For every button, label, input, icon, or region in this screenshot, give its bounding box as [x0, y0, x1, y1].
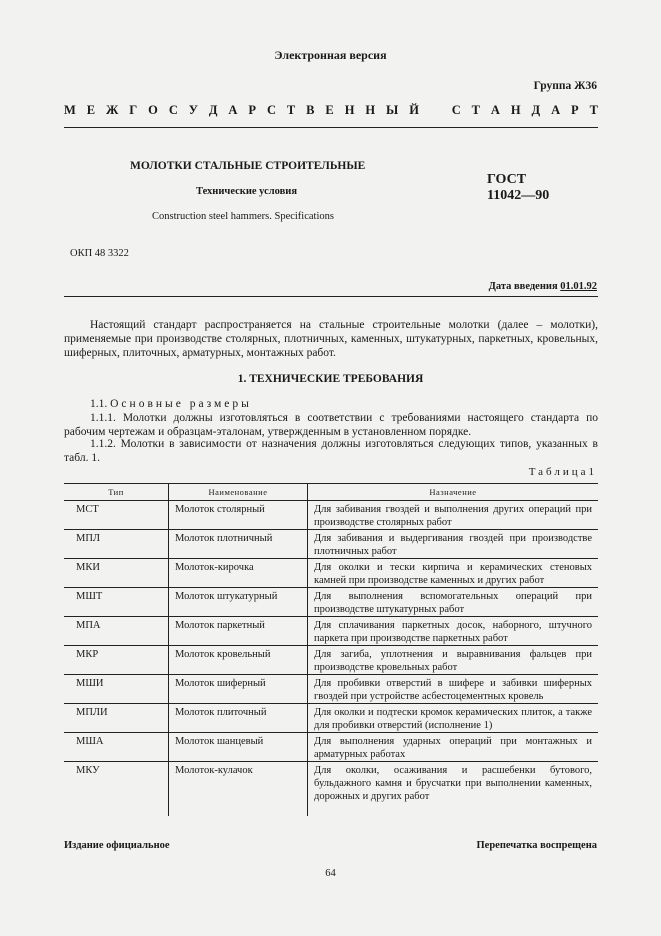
- document-subtitle: Технические условия: [196, 186, 298, 197]
- cell-purpose: Для пробивки отверстий в шифере и забивки шиферных гвоздей при устройстве асбестоцементных кровель: [308, 675, 599, 704]
- banner-letter: Ы: [386, 103, 399, 117]
- subsection-1-1-title: Основные размеры: [110, 398, 252, 410]
- banner-letter: А: [228, 103, 238, 117]
- cell-name: Молоток шиферный: [169, 675, 308, 704]
- cell-name: Молоток-кулачок: [169, 762, 308, 817]
- banner-letter: Н: [365, 103, 376, 117]
- gost-number: 11042—90: [487, 188, 550, 203]
- intro-paragraph: Настоящий стандарт распространяется на стальные строительные молотки (далее – молотки), применяемые при производстве столярных, плотничных, каменных, штукатурных, паркетных, кровельных, шиферных, плиточных, арматурных, монтажных работ.: [64, 319, 598, 359]
- cell-name: Молоток плотничный: [169, 530, 308, 559]
- banner-letter: Е: [325, 103, 334, 117]
- cell-type: МШИ: [64, 675, 169, 704]
- banner-letter: У: [188, 103, 198, 117]
- cell-purpose: Для околки и подтески кромок керамических плиток, а также для пробивки отверстий (исполнение 1): [308, 704, 599, 733]
- banner-letter: Ж: [106, 103, 119, 117]
- subsection-1-1-number: 1.1.: [90, 398, 108, 410]
- cell-name: Молоток кровельный: [169, 646, 308, 675]
- table-header-row: [64, 484, 598, 501]
- column-header-type: Тип: [64, 484, 169, 501]
- okp-code: ОКП 48 3322: [70, 248, 129, 259]
- cell-purpose: Для выполнения ударных операций при монтажных и арматурных работах: [308, 733, 599, 762]
- english-title: Construction steel hammers. Specifications: [152, 211, 334, 222]
- banner-letter: Г: [129, 103, 138, 117]
- banner-letter: Р: [248, 103, 257, 117]
- cell-name: Молоток штукатурный: [169, 588, 308, 617]
- cell-purpose: Для загиба, уплотнения и выравнивания фальцев при производстве кровельных работ: [308, 646, 599, 675]
- banner-letter: А: [551, 103, 561, 117]
- cell-type: МКР: [64, 646, 169, 675]
- introduction-date-label: Дата введения: [488, 281, 558, 292]
- banner-letter: С: [451, 103, 461, 117]
- gost-designation: [487, 172, 549, 204]
- electronic-version-label: Электронная версия: [274, 48, 387, 62]
- banner-letter: Й: [409, 103, 419, 117]
- cell-type: МСТ: [64, 501, 169, 530]
- cell-purpose: Для сплачивания паркетных досок, наборного, штучного паркета при производстве паркетных работ: [308, 617, 599, 646]
- cell-purpose: Для выполнения вспомогательных операций при производстве штукатурных работ: [308, 588, 599, 617]
- cell-purpose: Для забивания и выдергивания гвоздей при производстве плотничных работ: [308, 530, 599, 559]
- table-row: [64, 530, 598, 559]
- table-row: [64, 762, 598, 817]
- banner-letter: Н: [510, 103, 521, 117]
- cell-type: МПЛИ: [64, 704, 169, 733]
- hammer-types-table: [64, 483, 598, 816]
- banner-letter: С: [168, 103, 178, 117]
- introduction-date: [489, 281, 597, 292]
- table-caption: Таблица1: [528, 466, 597, 478]
- interstate-standard-banner: [64, 103, 598, 118]
- page-number: 64: [325, 868, 336, 879]
- banner-letter: Д: [531, 103, 541, 117]
- section-title: 1. ТЕХНИЧЕСКИЕ ТРЕБОВАНИЯ: [237, 373, 424, 385]
- paragraph-1-1-2: 1.1.2. Молотки в зависимости от назначения должны изготовляться следующих типов, указанных в табл. 1.: [64, 438, 598, 464]
- cell-name: Молоток плиточный: [169, 704, 308, 733]
- date-divider: [64, 296, 598, 297]
- cell-name: Молоток столярный: [169, 501, 308, 530]
- banner-letter: А: [490, 103, 500, 117]
- banner-letter: Т: [286, 103, 296, 117]
- reprint-prohibited-label: Перепечатка воспрещена: [476, 840, 597, 851]
- official-edition-label: Издание официальное: [64, 840, 170, 851]
- cell-type: МША: [64, 733, 169, 762]
- cell-name: Молоток шанцевый: [169, 733, 308, 762]
- table-row: [64, 675, 598, 704]
- banner-letter: Н: [344, 103, 355, 117]
- cell-type: МПА: [64, 617, 169, 646]
- subsection-1-1: [90, 398, 252, 410]
- banner-divider: [64, 127, 598, 128]
- column-header-name: Наименование: [169, 484, 308, 501]
- table-row: [64, 704, 598, 733]
- gost-label: ГОСТ: [487, 172, 527, 187]
- banner-letter: С: [266, 103, 276, 117]
- cell-type: МШТ: [64, 588, 169, 617]
- banner-letter: О: [148, 103, 158, 117]
- cell-purpose: Для околки, осаживания и расшебенки бутового, бульдажного камня и брусчатки при выполнении каменных, дорожных и других работ: [308, 762, 599, 817]
- banner-letter: Д: [208, 103, 218, 117]
- paragraph-1-1-1: 1.1.1. Молотки должны изготовляться в соответствии с требованиями настоящего стандарта по рабочим чертежам и образцам-эталонам, утвержденным в установленном порядке.: [64, 412, 598, 438]
- table-row: [64, 733, 598, 762]
- banner-letter: Р: [571, 103, 579, 117]
- cell-purpose: Для забивания гвоздей и выполнения других операций при производстве столярных работ: [308, 501, 599, 530]
- cell-type: МКИ: [64, 559, 169, 588]
- banner-letter: М: [64, 103, 76, 117]
- banner-letter: Е: [86, 103, 96, 117]
- cell-purpose: Для околки и тески кирпича и керамических стеновых камней при производстве каменных и других работ: [308, 559, 599, 588]
- table-row: [64, 588, 598, 617]
- cell-type: МПЛ: [64, 530, 169, 559]
- table-row: [64, 559, 598, 588]
- cell-type: МКУ: [76, 765, 100, 776]
- banner-letter: Т: [589, 103, 598, 117]
- table-row: [64, 617, 598, 646]
- banner-letter: В: [306, 103, 315, 117]
- table-row: [64, 646, 598, 675]
- cell-name: Молоток паркетный: [169, 617, 308, 646]
- column-header-purpose: Назначение: [308, 484, 599, 501]
- cell-name: Молоток-кирочка: [169, 559, 308, 588]
- table-row: [64, 501, 598, 530]
- banner-letter: Т: [471, 103, 480, 117]
- introduction-date-value: 01.01.92: [560, 281, 597, 292]
- group-code: Группа Ж36: [533, 80, 597, 92]
- document-title: МОЛОТКИ СТАЛЬНЫЕ СТРОИТЕЛЬНЫЕ: [130, 160, 366, 172]
